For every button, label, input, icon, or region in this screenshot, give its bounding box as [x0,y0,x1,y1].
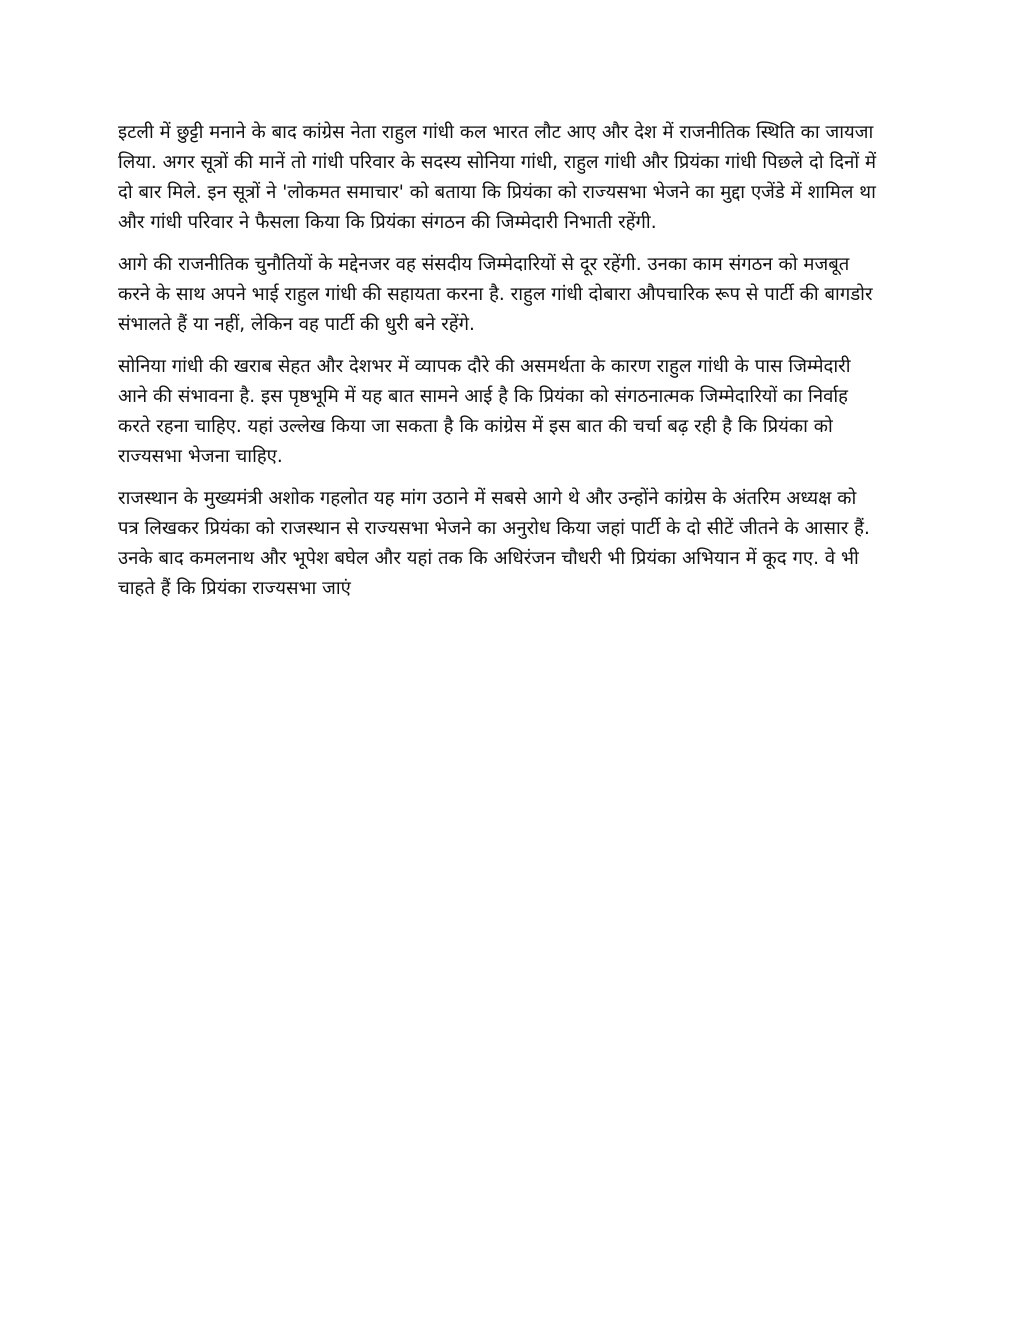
paragraph-2 [118,250,898,340]
text-line: लिया. अगर सूत्रों की मानें तो गांधी परिवार के सदस्य सोनिया गांधी, राहुल गांधी और प्रियंका गांधी पिछले दो दिनों में [118,152,877,173]
text-line: आगे की राजनीतिक चुनौतियों के मद्देनजर वह संसदीय जिम्मेदारियों से दूर रहेंगी. उनका काम संगठन को मजबूत [118,254,850,275]
text-line: उनके बाद कमलनाथ और भूपेश बघेल और यहां तक कि अधिरंजन चौधरी भी प्रियंका अभियान में कूद गए. वे भी [118,548,859,569]
paragraph-1 [118,118,898,238]
text-line: दो बार मिले. इन सूत्रों ने 'लोकमत समाचार' को बताया कि प्रियंका को राज्यसभा भेजने का मुद्दा एजेंडे में शामिल था [118,182,876,203]
text-line: इटली में छुट्टी मनाने के बाद कांग्रेस नेता राहुल गांधी कल भारत लौट आए और देश में राजनीतिक स्थिति का जायजा [118,122,874,143]
paragraph-4 [118,484,898,604]
paragraph-3 [118,352,898,472]
document-body [118,118,898,616]
text-line: करते रहना चाहिए. यहां उल्लेख किया जा सकता है कि कांग्रेस में इस बात की चर्चा बढ़ रही है कि प्रियंका को [118,416,833,437]
text-line: आने की संभावना है. इस पृष्ठभूमि में यह बात सामने आई है कि प्रियंका को संगठनात्मक जिम्मेदारियों का निर्वाह [118,386,849,407]
text-line: राज्यसभा भेजना चाहिए. [118,446,283,467]
text-line: राजस्थान के मुख्यमंत्री अशोक गहलोत यह मांग उठाने में सबसे आगे थे और उन्होंने कांग्रेस के अंतरिम अध्यक्ष को [118,488,857,509]
text-line: करने के साथ अपने भाई राहुल गांधी की सहायता करना है. राहुल गांधी दोबारा औपचारिक रूप से पार्टी की बागडोर [118,284,873,305]
text-line: और गांधी परिवार ने फैसला किया कि प्रियंका संगठन की जिम्मेदारी निभाती रहेंगी. [118,212,657,233]
text-line: संभालते हैं या नहीं, लेकिन वह पार्टी की धुरी बने रहेंगे. [118,314,475,335]
text-line: पत्र लिखकर प्रियंका को राजस्थान से राज्यसभा भेजने का अनुरोध किया जहां पार्टी के दो सीटें जीतने के आसार हैं. [118,518,870,539]
text-line: चाहते हैं कि प्रियंका राज्यसभा जाएं [118,578,351,599]
text-line: सोनिया गांधी की खराब सेहत और देशभर में व्यापक दौरे की असमर्थता के कारण राहुल गांधी के पास जिम्मेदारी [118,356,851,377]
